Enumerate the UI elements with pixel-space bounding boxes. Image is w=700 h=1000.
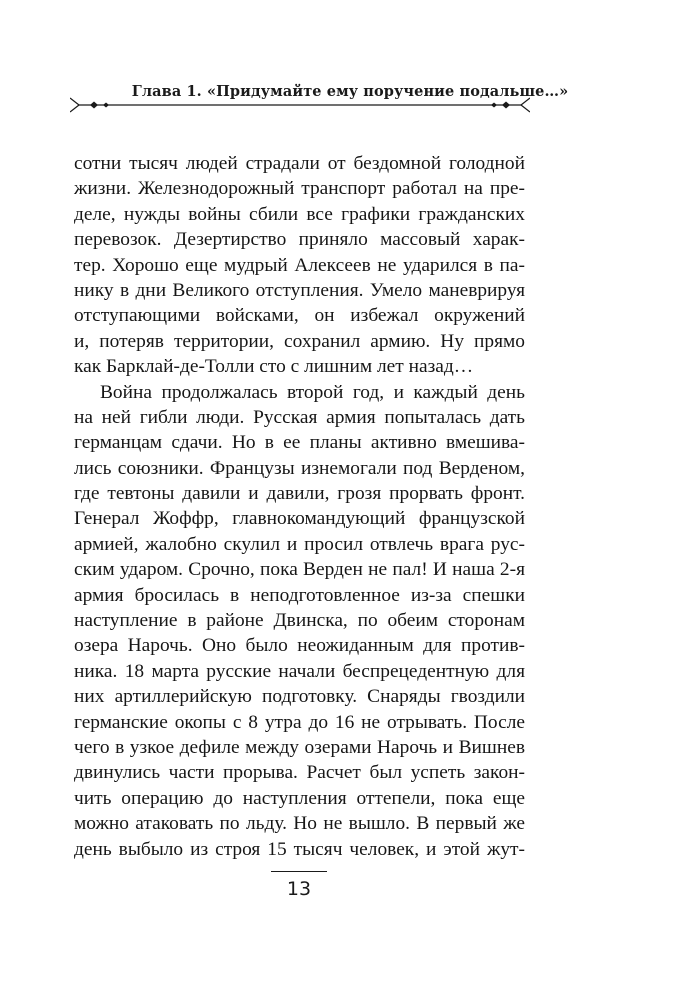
text-line: день выбыло из строя 15 тысяч человек, и этой жут- [74, 838, 525, 860]
text-line: и, потеряв территории, сохранил армию. Ну прямо [74, 330, 525, 352]
body-text [74, 151, 525, 862]
text-line: ским ударом. Срочно, пока Верден не пал! И наша 2-я [74, 559, 525, 581]
text-line: тер. Хорошо еще мудрый Алексеев не ударился в па- [74, 254, 525, 276]
text-line: жизни. Железнодорожный транспорт работал на пре- [74, 178, 525, 200]
text-line: деле, нужды войны сбили все графики гражданских [74, 203, 525, 225]
header-diamond-left-outer [90, 102, 98, 109]
text-line: где тевтоны давили и давили, грозя прорвать фронт. [74, 483, 525, 505]
text-line: двинулись части прорыва. Расчет был успеть закон- [74, 762, 525, 784]
text-line: Война продолжалась второй год, и каждый день [100, 381, 525, 403]
text-line: озера Нарочь. Оно было неожиданным для против- [74, 635, 525, 657]
header-ornament-rule [70, 97, 530, 113]
text-line: армия бросилась в неподготовленное из-за спешки [74, 584, 525, 606]
page-number: 13 [286, 878, 312, 900]
text-line: армией, жалобно скулил и просил отвлечь врага рус- [74, 533, 525, 555]
text-line: можно атаковать по льду. Но не вышло. В первый же [74, 813, 525, 835]
header-rule-left-tick-bottom [70, 105, 79, 112]
text-line: чить операцию до наступления оттепели, пока еще [74, 787, 525, 809]
header-diamond-right-inner [491, 103, 497, 108]
text-line: Генерал Жоффр, главнокомандующий французской [74, 508, 525, 530]
text-line: наступление в районе Двинска, по обеим сторонам [74, 610, 525, 632]
text-line: чего в узкое дефиле между озерами Нарочь и Вишнев [74, 736, 525, 758]
text-line: германцам сдачи. Но в ее планы активно вмешива- [74, 432, 525, 454]
header-rule-left-tick-top [70, 98, 79, 105]
text-line: них артиллерийскую подготовку. Снаряды гвоздили [74, 686, 525, 708]
text-line: сотни тысяч людей страдали от бездомной голодной [74, 153, 525, 174]
paragraph-2 [74, 380, 525, 862]
header-rule-right-tick-bottom [521, 105, 530, 112]
header-rule-right-tick-top [521, 98, 530, 105]
text-line: германские окопы с 8 утра до 16 не отрывать. После [74, 711, 525, 733]
text-line: ника. 18 марта русские начали беспрецедентную для [74, 660, 525, 682]
text-line: на ней гибли люди. Русская армия попыталась дать [74, 406, 525, 428]
text-line: отступающими войсками, он избежал окружений [74, 305, 525, 327]
text-line: лись союзники. Французы изнемогали под Верденом, [74, 457, 525, 479]
running-header: Глава 1. «Придумайте ему поручение подальше…» [131, 83, 569, 100]
header-diamond-left-inner [103, 103, 109, 108]
header-diamond-right-outer [502, 102, 510, 109]
paragraph-1 [74, 151, 525, 380]
footer-rule [271, 871, 327, 872]
text-line: перевозок. Дезертирство приняло массовый харак- [74, 229, 525, 251]
text-line: как Барклай-де-Толли сто с лишним лет назад… [74, 356, 474, 378]
text-line: нику в дни Великого отступления. Умело маневрируя [74, 279, 525, 301]
